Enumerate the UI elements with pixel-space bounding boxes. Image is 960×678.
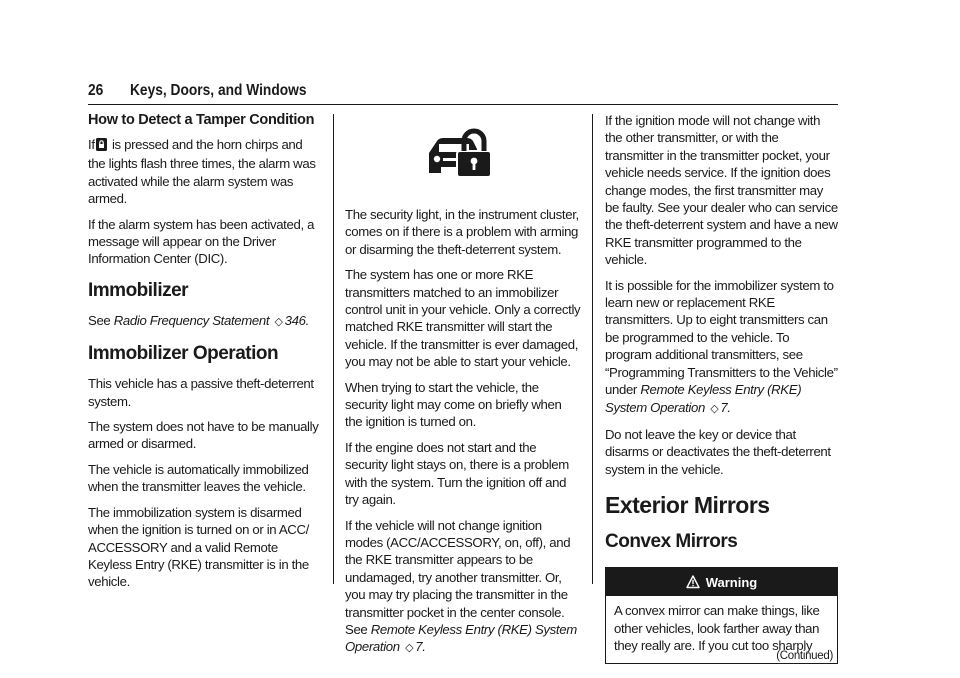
rke-transmitters-paragraph: The system has one or more RKE transmitters matched to an immobilizer control unit in your vehicle. Only a correctly matched RKE transmitter will start the vehicle. If the transmitter is ever damaged, you may not be able to start your vehicle.	[345, 267, 581, 370]
warning-header	[606, 568, 837, 596]
lock-key-fob-icon	[96, 138, 107, 155]
rke-system-link[interactable]: Remote Keyless Entry (RKE) System Operation	[345, 621, 577, 655]
see-label: See	[88, 312, 111, 328]
column-left	[88, 112, 320, 599]
warning-title: Warning	[705, 574, 758, 590]
warning-triangle-icon	[686, 575, 700, 589]
ignition-mode-service-paragraph: If the ignition mode will not change with the other transmitter, or with the transmitter in the transmitter pocket, your vehicle needs service. If the ignition does change modes, the first transmitter may be faulty. See your dealer who can service the theft-deterrent system and have a new RKE transmitter programmed to the vehicle.	[605, 113, 838, 268]
continued-label: (Continued)	[776, 650, 833, 663]
warning-text: A convex mirror can make things, like other vehicles, look farther away than they really are. If you cut too sharply	[614, 603, 820, 653]
immobilizer-operation-heading: Immobilizer Operation	[88, 343, 279, 365]
page-header	[88, 80, 838, 105]
page-number: 26	[88, 82, 104, 99]
operation-paragraph-1: This vehicle has a passive theft-deterrent system.	[88, 376, 314, 409]
engine-not-start-paragraph: If the engine does not start and the security light stays on, there is a problem with the system. Turn the ignition off and try again.	[345, 439, 569, 508]
tamper-paragraph-2: If the alarm system has been activated, a message will appear on the Driver Information Center (DIC).	[88, 216, 315, 267]
immobilizer-see-ref	[88, 312, 320, 331]
vehicle-security-icon	[427, 127, 499, 181]
tamper-heading: How to Detect a Tamper Condition	[88, 112, 315, 128]
column-middle	[345, 112, 581, 666]
operation-paragraph-4: The immobilization system is disarmed when the ignition is turned on or in ACC/ ACCESSORY and a valid Remote Keyless Entry (RKE) transmitter is in the vehicle.	[88, 504, 309, 590]
exterior-mirrors-heading: Exterior Mirrors	[605, 492, 770, 519]
page-ref[interactable]: 7.	[415, 639, 426, 655]
page-ref[interactable]: 7.	[720, 399, 731, 415]
page-arrow-icon: ◇	[274, 315, 283, 328]
leave-key-paragraph: Do not leave the key or device that disarms or deactivates the theft-deterrent system in the vehicle.	[605, 426, 831, 477]
page-arrow-icon: ◇	[405, 642, 414, 655]
immobilizer-heading: Immobilizer	[88, 279, 189, 301]
rke-system-link[interactable]: Remote Keyless Entry (RKE) System Operation	[605, 382, 802, 415]
radio-frequency-link[interactable]: Radio Frequency Statement	[113, 312, 270, 328]
tamper-paragraph-1	[88, 136, 320, 208]
column-divider-1	[333, 114, 334, 584]
operation-paragraph-2: The system does not have to be manually armed or disarmed.	[88, 419, 319, 452]
section-title: Keys, Doors, and Windows	[130, 82, 307, 99]
security-icon-container	[345, 112, 581, 196]
convex-mirrors-heading: Convex Mirrors	[605, 531, 738, 553]
tamper-p1-start: If	[88, 137, 95, 152]
ignition-modes-text: If the vehicle will not change ignition modes (ACC/ACCESSORY, on, off), and the RKE transmitter appears to be undamaged, try another transmitter. Or, you may try placing the transmitter in the transmitter pocket in the center console. See	[345, 517, 571, 637]
starting-paragraph: When trying to start the vehicle, the security light may come on briefly when the ignition is turned on.	[345, 379, 562, 430]
warning-box	[605, 567, 838, 664]
page-arrow-icon: ◇	[710, 402, 719, 415]
column-right	[605, 112, 838, 664]
program-transmitters-paragraph	[605, 277, 838, 418]
operation-paragraph-3: The vehicle is automatically immobilized when the transmitter leaves the vehicle.	[88, 461, 309, 495]
tamper-p1-end: is pressed and the horn chirps and the lights flash three times, the alarm was activated while the alarm system was armed.	[88, 137, 316, 207]
ignition-modes-paragraph	[345, 517, 581, 658]
column-divider-2	[592, 114, 593, 584]
page-ref[interactable]: 346.	[284, 312, 309, 328]
program-transmitters-text: It is possible for the immobilizer system to learn new or replacement RKE transmitters. Up to eight transmitters can be programmed to the vehicle. To program additional transmitters, see “Programming Transmitters to the Vehicle” under	[605, 277, 838, 398]
security-light-paragraph: The security light, in the instrument cluster, comes on if there is a problem with arming or disarming the theft-deterrent system.	[345, 207, 579, 257]
